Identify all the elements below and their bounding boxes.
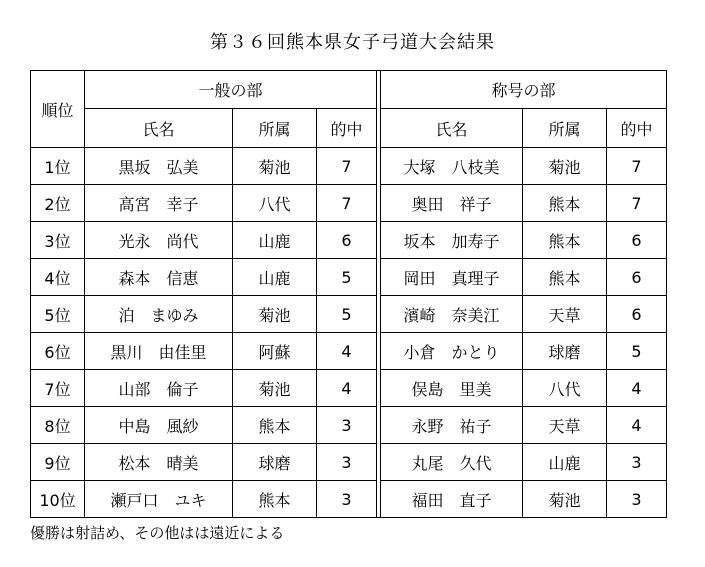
title-hits-cell: 7 xyxy=(607,185,667,222)
title-hits-cell: 5 xyxy=(607,333,667,370)
title-name-cell: 丸尾 久代 xyxy=(381,444,523,481)
general-affiliation-cell: 山鹿 xyxy=(233,259,317,296)
title-affiliation-header: 所属 xyxy=(523,109,607,148)
general-hits-cell: 3 xyxy=(317,407,377,444)
title-affiliation-cell: 熊本 xyxy=(523,259,607,296)
title-name-cell: 坂本 加寿子 xyxy=(381,222,523,259)
general-name-cell: 松本 晴美 xyxy=(85,444,233,481)
page-title: 第３６回熊本県女子弓道大会結果 xyxy=(210,32,495,53)
general-affiliation-cell: 山鹿 xyxy=(233,222,317,259)
general-affiliation-cell: 八代 xyxy=(233,185,317,222)
subheader-row xyxy=(31,109,667,148)
title-name-cell: 俣島 里美 xyxy=(381,370,523,407)
general-hits-cell: 7 xyxy=(317,148,377,185)
title-name-cell: 岡田 真理子 xyxy=(381,259,523,296)
rank-cell: 7位 xyxy=(31,370,85,407)
general-affiliation-cell: 熊本 xyxy=(233,481,317,518)
title-hits-cell: 4 xyxy=(607,407,667,444)
general-name-cell: 高宮 幸子 xyxy=(85,185,233,222)
general-hits-cell: 7 xyxy=(317,185,377,222)
general-affiliation-cell: 菊池 xyxy=(233,148,317,185)
general-hits-cell: 5 xyxy=(317,296,377,333)
title-affiliation-cell: 天草 xyxy=(523,296,607,333)
title-hits-cell: 6 xyxy=(607,296,667,333)
general-section-header: 一般の部 xyxy=(85,71,377,109)
title-affiliation-cell: 天草 xyxy=(523,407,607,444)
table-row xyxy=(31,222,667,259)
title-affiliation-cell: 菊池 xyxy=(523,481,607,518)
general-name-cell: 光永 尚代 xyxy=(85,222,233,259)
general-name-header: 氏名 xyxy=(85,109,233,148)
table-row xyxy=(31,481,667,518)
table-row xyxy=(31,407,667,444)
rank-cell: 10位 xyxy=(31,481,85,518)
general-name-cell: 泊 まゆみ xyxy=(85,296,233,333)
rank-cell: 5位 xyxy=(31,296,85,333)
title-affiliation-cell: 球磨 xyxy=(523,333,607,370)
general-affiliation-cell: 菊池 xyxy=(233,296,317,333)
title-name-cell: 福田 直子 xyxy=(381,481,523,518)
general-name-cell: 山部 倫子 xyxy=(85,370,233,407)
general-hits-cell: 6 xyxy=(317,222,377,259)
general-affiliation-cell: 熊本 xyxy=(233,407,317,444)
rank-cell: 1位 xyxy=(31,148,85,185)
title-affiliation-cell: 八代 xyxy=(523,370,607,407)
title-hits-cell: 3 xyxy=(607,444,667,481)
title-affiliation-cell: 山鹿 xyxy=(523,444,607,481)
title-section-header: 称号の部 xyxy=(381,71,667,109)
general-affiliation-cell: 球磨 xyxy=(233,444,317,481)
general-affiliation-header: 所属 xyxy=(233,109,317,148)
rank-cell: 2位 xyxy=(31,185,85,222)
table-row xyxy=(31,185,667,222)
general-affiliation-cell: 阿蘇 xyxy=(233,333,317,370)
title-name-cell: 小倉 かとり xyxy=(381,333,523,370)
title-name-cell: 大塚 八枝美 xyxy=(381,148,523,185)
rank-cell: 9位 xyxy=(31,444,85,481)
general-hits-cell: 4 xyxy=(317,370,377,407)
title-affiliation-cell: 熊本 xyxy=(523,185,607,222)
general-hits-cell: 4 xyxy=(317,333,377,370)
general-hits-header: 的中 xyxy=(317,109,377,148)
header-row xyxy=(31,71,667,109)
title-affiliation-cell: 菊池 xyxy=(523,148,607,185)
general-hits-cell: 3 xyxy=(317,481,377,518)
title-hits-cell: 7 xyxy=(607,148,667,185)
results-table xyxy=(30,70,667,518)
table-row xyxy=(31,296,667,333)
general-hits-cell: 3 xyxy=(317,444,377,481)
general-name-cell: 中島 風紗 xyxy=(85,407,233,444)
title-hits-cell: 4 xyxy=(607,370,667,407)
title-hits-cell: 3 xyxy=(607,481,667,518)
general-affiliation-cell: 菊池 xyxy=(233,370,317,407)
general-hits-cell: 5 xyxy=(317,259,377,296)
title-hits-cell: 6 xyxy=(607,222,667,259)
general-name-cell: 黒坂 弘美 xyxy=(85,148,233,185)
title-name-header: 氏名 xyxy=(381,109,523,148)
rank-cell: 3位 xyxy=(31,222,85,259)
title-hits-cell: 6 xyxy=(607,259,667,296)
general-name-cell: 黒川 由佳里 xyxy=(85,333,233,370)
footnote: 優勝は射詰め、その他はは遠近による xyxy=(30,524,285,542)
title-name-cell: 永野 祐子 xyxy=(381,407,523,444)
rank-cell: 6位 xyxy=(31,333,85,370)
rank-cell: 8位 xyxy=(31,407,85,444)
table-row xyxy=(31,259,667,296)
table-row xyxy=(31,148,667,185)
table-row xyxy=(31,333,667,370)
general-name-cell: 瀬戸口 ユキ xyxy=(85,481,233,518)
rank-header: 順位 xyxy=(31,71,85,148)
general-name-cell: 森本 信恵 xyxy=(85,259,233,296)
table-row xyxy=(31,444,667,481)
table-row xyxy=(31,370,667,407)
rank-cell: 4位 xyxy=(31,259,85,296)
title-affiliation-cell: 熊本 xyxy=(523,222,607,259)
title-name-cell: 奥田 祥子 xyxy=(381,185,523,222)
title-hits-header: 的中 xyxy=(607,109,667,148)
title-name-cell: 濱崎 奈美江 xyxy=(381,296,523,333)
